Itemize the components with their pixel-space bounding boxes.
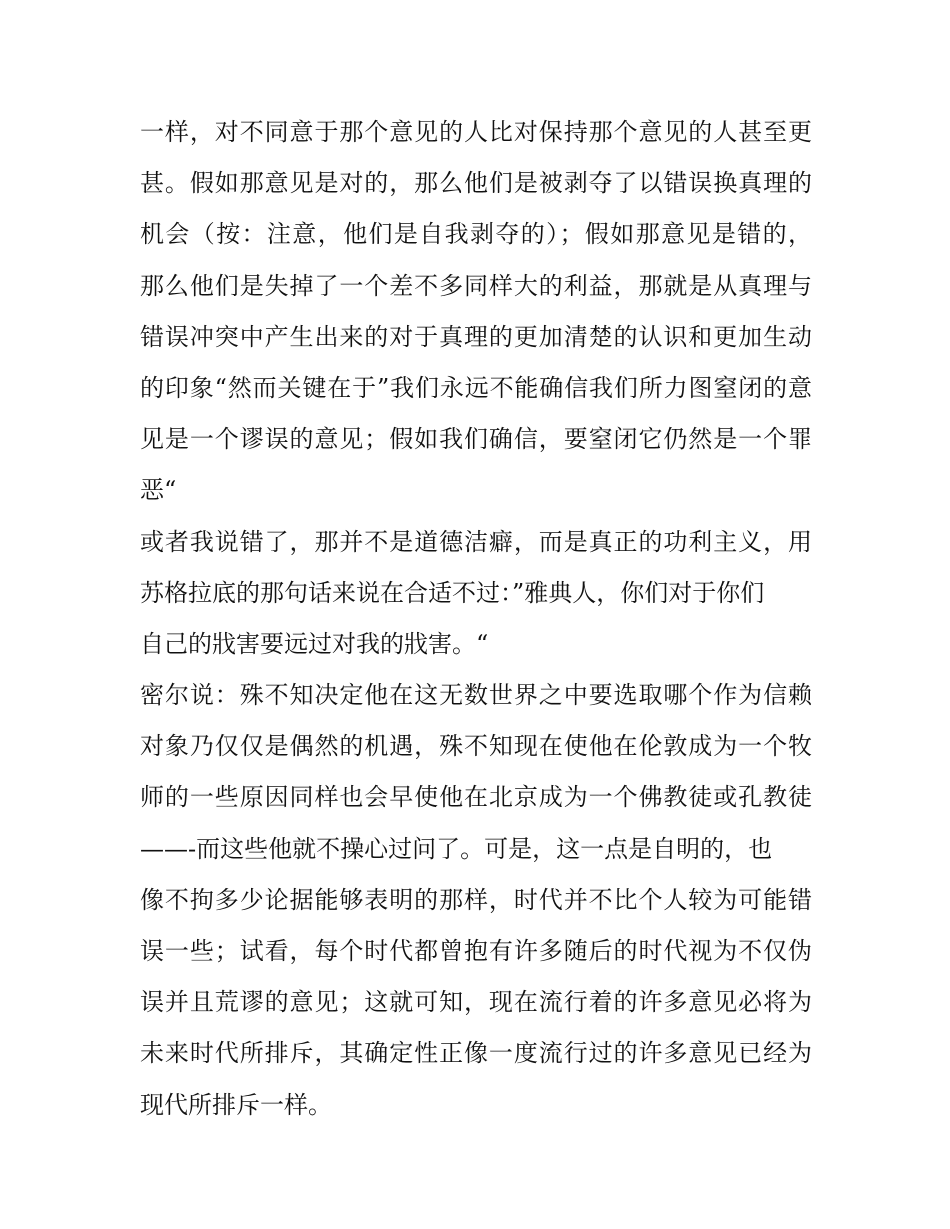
text-line: 的印象“然而关键在于”我们永远不能确信我们所力图窒闭的意 [140,373,812,402]
text-line: ——-而这些他就不操心过问了。可是，这一点是自明的，也 [140,834,773,863]
text-line: 或者我说错了，那并不是道德洁癖，而是真正的功利主义，用 [140,527,812,556]
text-line: 师的一些原因同样也会早使他在北京成为一个佛教徒或孔教徒 [140,783,812,812]
text-line: 误一些；试看，每个时代都曾抱有许多随后的时代视为不仅伪 [140,937,812,965]
text-line: 未来时代所排斥，其确定性正像一度流行过的许多意见已经为 [140,1039,812,1068]
text-line: 一样，对不同意于那个意见的人比对保持那个意见的人甚至更 [140,118,812,146]
text-line: 见是一个谬误的意见；假如我们确信，要窒闭它仍然是一个罪 [140,425,812,454]
text-line: 错误冲突中产生出来的对于真理的更加清楚的认识和更加生动 [140,322,812,351]
text-line: 机会（按：注意，他们是自我剥夺的）；假如那意见是错的， [140,220,812,249]
text-line: 现代所排斥一样。 [140,1090,332,1119]
text-line: 对象乃仅仅是偶然的机遇，殊不知现在使他在伦敦成为一个牧 [140,732,812,761]
text-line: 恶“ [140,476,177,505]
text-line: 自己的戕害要远过对我的戕害。“ [140,629,489,658]
text-line: 密尔说：殊不知决定他在这无数世界之中要选取哪个作为信赖 [140,681,812,710]
paragraph-1 [140,107,812,517]
paragraph-3 [140,670,812,1131]
text-line: 甚。假如那意见是对的，那么他们是被剥夺了以错误换真理的 [140,169,812,198]
text-line: 误并且荒谬的意见；这就可知，现在流行着的许多意见必将为 [140,988,812,1017]
paragraph-2 [140,517,812,671]
text-line: 苏格拉底的那句话来说在合适不过：”雅典人，你们对于你们 [140,578,765,607]
text-line: 那么他们是失掉了一个差不多同样大的利益，那就是从真理与 [140,271,812,300]
document-page [140,107,812,1131]
text-line: 像不拘多少论据能够表明的那样，时代并不比个人较为可能错 [140,885,812,914]
